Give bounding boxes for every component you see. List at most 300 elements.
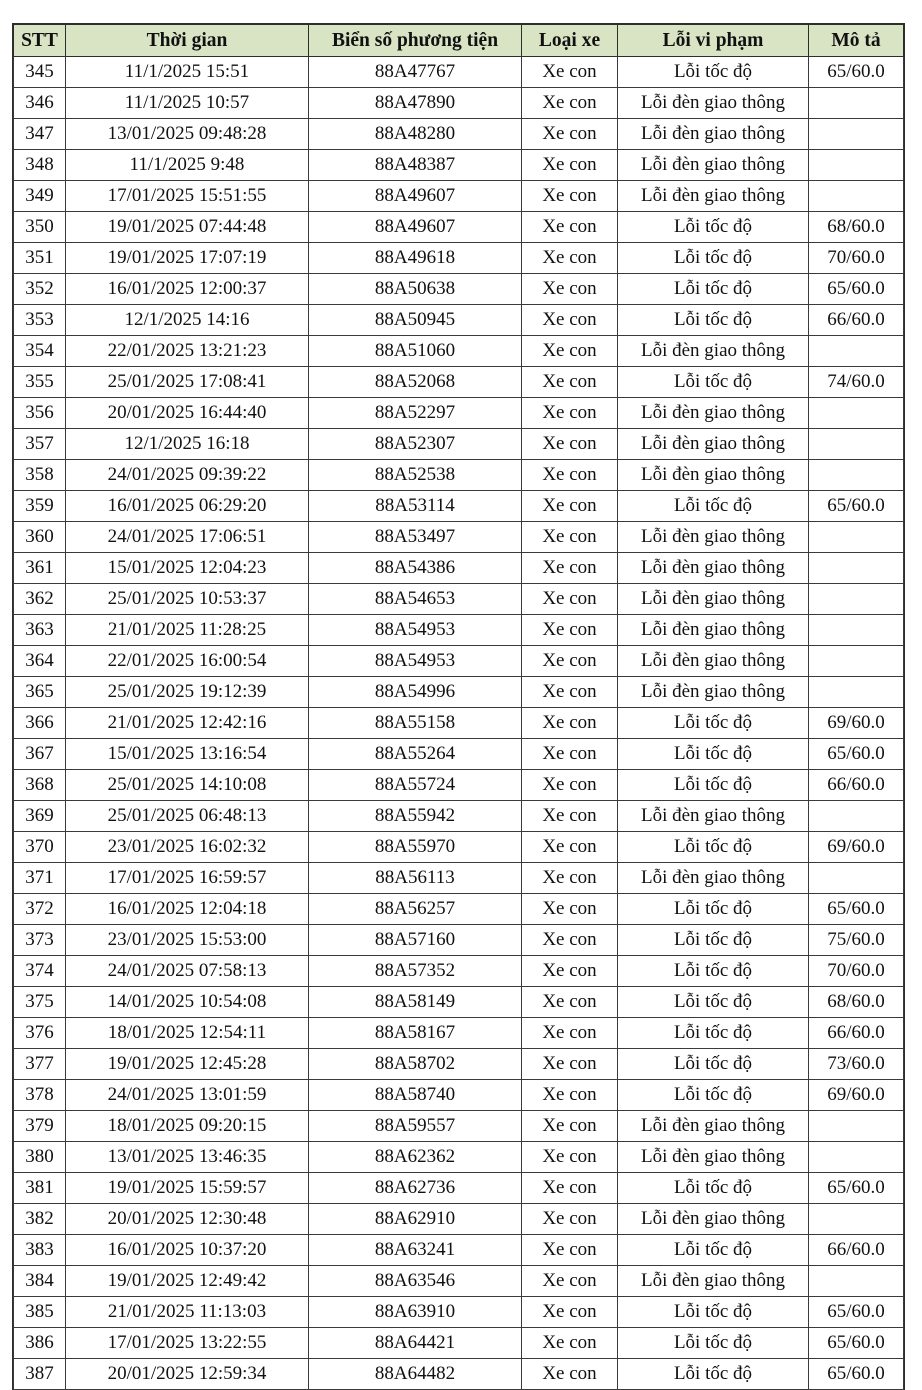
cell-stt: 373 (14, 925, 66, 956)
table-row (14, 274, 904, 305)
cell-viol: Lỗi đèn giao thông (618, 1266, 809, 1297)
cell-viol: Lỗi đèn giao thông (618, 398, 809, 429)
cell-stt: 383 (14, 1235, 66, 1266)
cell-vtype: Xe con (522, 274, 618, 305)
table-row (14, 150, 904, 181)
cell-desc: 65/60.0 (809, 491, 904, 522)
cell-stt: 357 (14, 429, 66, 460)
cell-desc: 65/60.0 (809, 274, 904, 305)
cell-time: 16/01/2025 12:00:37 (66, 274, 309, 305)
cell-desc (809, 615, 904, 646)
cell-plate: 88A57352 (309, 956, 522, 987)
header-row (14, 25, 904, 57)
cell-plate: 88A63910 (309, 1297, 522, 1328)
table-row (14, 1018, 904, 1049)
cell-plate: 88A55970 (309, 832, 522, 863)
table-row (14, 1142, 904, 1173)
cell-time: 19/01/2025 15:59:57 (66, 1173, 309, 1204)
cell-stt: 376 (14, 1018, 66, 1049)
cell-viol: Lỗi đèn giao thông (618, 336, 809, 367)
cell-desc: 75/60.0 (809, 925, 904, 956)
cell-vtype: Xe con (522, 212, 618, 243)
table-row (14, 925, 904, 956)
cell-viol: Lỗi tốc độ (618, 243, 809, 274)
cell-stt: 352 (14, 274, 66, 305)
cell-viol: Lỗi tốc độ (618, 770, 809, 801)
table-row (14, 57, 904, 88)
cell-vtype: Xe con (522, 925, 618, 956)
table-row (14, 1111, 904, 1142)
cell-plate: 88A58167 (309, 1018, 522, 1049)
cell-time: 21/01/2025 11:28:25 (66, 615, 309, 646)
cell-viol: Lỗi tốc độ (618, 832, 809, 863)
cell-stt: 367 (14, 739, 66, 770)
cell-time: 11/1/2025 10:57 (66, 88, 309, 119)
cell-viol: Lỗi tốc độ (618, 1235, 809, 1266)
cell-viol: Lỗi đèn giao thông (618, 615, 809, 646)
cell-desc (809, 1111, 904, 1142)
cell-vtype: Xe con (522, 336, 618, 367)
table-row (14, 181, 904, 212)
cell-vtype: Xe con (522, 367, 618, 398)
column-header-time: Thời gian (66, 25, 309, 57)
cell-plate: 88A53497 (309, 522, 522, 553)
cell-vtype: Xe con (522, 1235, 618, 1266)
table-row (14, 553, 904, 584)
cell-viol: Lỗi tốc độ (618, 1328, 809, 1359)
table-row (14, 801, 904, 832)
table-row (14, 677, 904, 708)
cell-stt: 374 (14, 956, 66, 987)
cell-plate: 88A55942 (309, 801, 522, 832)
cell-time: 14/01/2025 10:54:08 (66, 987, 309, 1018)
cell-viol: Lỗi tốc độ (618, 1173, 809, 1204)
cell-viol: Lỗi đèn giao thông (618, 1111, 809, 1142)
cell-desc: 70/60.0 (809, 956, 904, 987)
violations-table (13, 24, 904, 1390)
cell-time: 11/1/2025 15:51 (66, 57, 309, 88)
cell-viol: Lỗi đèn giao thông (618, 863, 809, 894)
cell-stt: 351 (14, 243, 66, 274)
column-header-vehicle-type: Loại xe (522, 25, 618, 57)
cell-plate: 88A62736 (309, 1173, 522, 1204)
cell-vtype: Xe con (522, 801, 618, 832)
cell-desc: 65/60.0 (809, 1359, 904, 1390)
cell-desc: 66/60.0 (809, 1235, 904, 1266)
cell-desc (809, 150, 904, 181)
cell-plate: 88A63241 (309, 1235, 522, 1266)
cell-time: 17/01/2025 13:22:55 (66, 1328, 309, 1359)
cell-vtype: Xe con (522, 863, 618, 894)
cell-plate: 88A58740 (309, 1080, 522, 1111)
cell-plate: 88A52307 (309, 429, 522, 460)
table-row (14, 739, 904, 770)
table-row (14, 1235, 904, 1266)
cell-time: 16/01/2025 06:29:20 (66, 491, 309, 522)
cell-desc: 73/60.0 (809, 1049, 904, 1080)
cell-vtype: Xe con (522, 1266, 618, 1297)
cell-time: 23/01/2025 16:02:32 (66, 832, 309, 863)
cell-stt: 387 (14, 1359, 66, 1390)
cell-time: 24/01/2025 17:06:51 (66, 522, 309, 553)
cell-viol: Lỗi đèn giao thông (618, 429, 809, 460)
table-row (14, 832, 904, 863)
cell-vtype: Xe con (522, 1359, 618, 1390)
cell-stt: 368 (14, 770, 66, 801)
cell-desc (809, 181, 904, 212)
cell-viol: Lỗi đèn giao thông (618, 460, 809, 491)
cell-vtype: Xe con (522, 88, 618, 119)
cell-desc (809, 460, 904, 491)
cell-viol: Lỗi đèn giao thông (618, 646, 809, 677)
table-row (14, 88, 904, 119)
cell-plate: 88A52297 (309, 398, 522, 429)
cell-desc: 65/60.0 (809, 1328, 904, 1359)
cell-time: 13/01/2025 13:46:35 (66, 1142, 309, 1173)
cell-vtype: Xe con (522, 677, 618, 708)
table-row (14, 1049, 904, 1080)
cell-plate: 88A54996 (309, 677, 522, 708)
cell-desc: 65/60.0 (809, 894, 904, 925)
cell-stt: 385 (14, 1297, 66, 1328)
cell-plate: 88A56257 (309, 894, 522, 925)
table-row (14, 956, 904, 987)
cell-plate: 88A62910 (309, 1204, 522, 1235)
cell-stt: 369 (14, 801, 66, 832)
cell-viol: Lỗi tốc độ (618, 739, 809, 770)
cell-time: 23/01/2025 15:53:00 (66, 925, 309, 956)
cell-time: 12/1/2025 16:18 (66, 429, 309, 460)
cell-viol: Lỗi đèn giao thông (618, 88, 809, 119)
cell-viol: Lỗi đèn giao thông (618, 1142, 809, 1173)
cell-plate: 88A49618 (309, 243, 522, 274)
cell-desc (809, 863, 904, 894)
cell-time: 18/01/2025 12:54:11 (66, 1018, 309, 1049)
table-row (14, 615, 904, 646)
cell-vtype: Xe con (522, 770, 618, 801)
cell-plate: 88A50945 (309, 305, 522, 336)
cell-plate: 88A49607 (309, 212, 522, 243)
cell-viol: Lỗi đèn giao thông (618, 119, 809, 150)
table-row (14, 398, 904, 429)
table-row (14, 367, 904, 398)
cell-time: 19/01/2025 12:45:28 (66, 1049, 309, 1080)
cell-vtype: Xe con (522, 491, 618, 522)
cell-desc: 70/60.0 (809, 243, 904, 274)
cell-time: 20/01/2025 12:30:48 (66, 1204, 309, 1235)
cell-desc (809, 522, 904, 553)
cell-viol: Lỗi tốc độ (618, 1359, 809, 1390)
cell-desc: 69/60.0 (809, 1080, 904, 1111)
cell-viol: Lỗi tốc độ (618, 57, 809, 88)
cell-desc: 65/60.0 (809, 57, 904, 88)
cell-viol: Lỗi tốc độ (618, 212, 809, 243)
cell-desc (809, 119, 904, 150)
cell-stt: 372 (14, 894, 66, 925)
cell-viol: Lỗi đèn giao thông (618, 584, 809, 615)
cell-plate: 88A63546 (309, 1266, 522, 1297)
cell-stt: 361 (14, 553, 66, 584)
cell-plate: 88A54953 (309, 646, 522, 677)
cell-viol: Lỗi tốc độ (618, 491, 809, 522)
cell-time: 25/01/2025 10:53:37 (66, 584, 309, 615)
cell-vtype: Xe con (522, 150, 618, 181)
cell-plate: 88A57160 (309, 925, 522, 956)
cell-vtype: Xe con (522, 832, 618, 863)
cell-desc: 74/60.0 (809, 367, 904, 398)
cell-stt: 348 (14, 150, 66, 181)
cell-vtype: Xe con (522, 522, 618, 553)
cell-time: 15/01/2025 12:04:23 (66, 553, 309, 584)
cell-viol: Lỗi đèn giao thông (618, 181, 809, 212)
cell-time: 19/01/2025 07:44:48 (66, 212, 309, 243)
cell-stt: 347 (14, 119, 66, 150)
cell-viol: Lỗi đèn giao thông (618, 677, 809, 708)
table-row (14, 522, 904, 553)
cell-viol: Lỗi đèn giao thông (618, 553, 809, 584)
cell-stt: 356 (14, 398, 66, 429)
cell-time: 21/01/2025 11:13:03 (66, 1297, 309, 1328)
cell-viol: Lỗi đèn giao thông (618, 150, 809, 181)
cell-stt: 354 (14, 336, 66, 367)
cell-plate: 88A55158 (309, 708, 522, 739)
cell-stt: 346 (14, 88, 66, 119)
cell-desc: 68/60.0 (809, 212, 904, 243)
cell-stt: 381 (14, 1173, 66, 1204)
cell-stt: 355 (14, 367, 66, 398)
cell-desc (809, 398, 904, 429)
cell-vtype: Xe con (522, 739, 618, 770)
cell-plate: 88A64482 (309, 1359, 522, 1390)
cell-plate: 88A55264 (309, 739, 522, 770)
cell-time: 25/01/2025 14:10:08 (66, 770, 309, 801)
cell-vtype: Xe con (522, 615, 618, 646)
cell-plate: 88A47890 (309, 88, 522, 119)
cell-stt: 375 (14, 987, 66, 1018)
cell-desc: 66/60.0 (809, 305, 904, 336)
table-header (14, 25, 904, 57)
column-header-description: Mô tả (809, 25, 904, 57)
table-row (14, 305, 904, 336)
cell-vtype: Xe con (522, 1297, 618, 1328)
cell-time: 25/01/2025 06:48:13 (66, 801, 309, 832)
cell-desc (809, 801, 904, 832)
cell-viol: Lỗi tốc độ (618, 708, 809, 739)
cell-time: 20/01/2025 16:44:40 (66, 398, 309, 429)
table-row (14, 863, 904, 894)
cell-time: 11/1/2025 9:48 (66, 150, 309, 181)
cell-stt: 378 (14, 1080, 66, 1111)
cell-viol: Lỗi đèn giao thông (618, 1204, 809, 1235)
cell-vtype: Xe con (522, 1049, 618, 1080)
cell-plate: 88A53114 (309, 491, 522, 522)
cell-stt: 371 (14, 863, 66, 894)
cell-viol: Lỗi tốc độ (618, 1297, 809, 1328)
cell-viol: Lỗi tốc độ (618, 1049, 809, 1080)
cell-plate: 88A54953 (309, 615, 522, 646)
cell-stt: 363 (14, 615, 66, 646)
cell-stt: 384 (14, 1266, 66, 1297)
table-row (14, 336, 904, 367)
cell-time: 24/01/2025 07:58:13 (66, 956, 309, 987)
cell-time: 25/01/2025 19:12:39 (66, 677, 309, 708)
cell-viol: Lỗi tốc độ (618, 987, 809, 1018)
cell-time: 24/01/2025 13:01:59 (66, 1080, 309, 1111)
cell-desc: 65/60.0 (809, 1297, 904, 1328)
cell-desc: 69/60.0 (809, 708, 904, 739)
cell-plate: 88A47767 (309, 57, 522, 88)
cell-vtype: Xe con (522, 1018, 618, 1049)
cell-time: 19/01/2025 12:49:42 (66, 1266, 309, 1297)
table-row (14, 429, 904, 460)
cell-stt: 350 (14, 212, 66, 243)
cell-time: 15/01/2025 13:16:54 (66, 739, 309, 770)
cell-desc: 65/60.0 (809, 739, 904, 770)
column-header-plate: Biển số phương tiện (309, 25, 522, 57)
cell-plate: 88A52538 (309, 460, 522, 491)
cell-viol: Lỗi tốc độ (618, 305, 809, 336)
cell-vtype: Xe con (522, 956, 618, 987)
cell-viol: Lỗi tốc độ (618, 274, 809, 305)
cell-desc (809, 1204, 904, 1235)
cell-stt: 345 (14, 57, 66, 88)
table-row (14, 119, 904, 150)
cell-plate: 88A64421 (309, 1328, 522, 1359)
cell-plate: 88A59557 (309, 1111, 522, 1142)
cell-stt: 365 (14, 677, 66, 708)
table-row (14, 1204, 904, 1235)
cell-time: 19/01/2025 17:07:19 (66, 243, 309, 274)
table-row (14, 1173, 904, 1204)
cell-desc (809, 646, 904, 677)
cell-vtype: Xe con (522, 1204, 618, 1235)
cell-viol: Lỗi tốc độ (618, 1018, 809, 1049)
table-row (14, 987, 904, 1018)
cell-plate: 88A55724 (309, 770, 522, 801)
cell-vtype: Xe con (522, 894, 618, 925)
cell-vtype: Xe con (522, 553, 618, 584)
table-row (14, 243, 904, 274)
table-row (14, 1359, 904, 1390)
cell-stt: 359 (14, 491, 66, 522)
cell-plate: 88A49607 (309, 181, 522, 212)
cell-viol: Lỗi tốc độ (618, 894, 809, 925)
cell-vtype: Xe con (522, 460, 618, 491)
cell-desc (809, 88, 904, 119)
cell-desc (809, 553, 904, 584)
cell-time: 16/01/2025 10:37:20 (66, 1235, 309, 1266)
cell-desc (809, 429, 904, 460)
cell-stt: 362 (14, 584, 66, 615)
violations-sheet (13, 24, 903, 1390)
cell-vtype: Xe con (522, 1111, 618, 1142)
cell-vtype: Xe con (522, 398, 618, 429)
cell-stt: 382 (14, 1204, 66, 1235)
cell-plate: 88A62362 (309, 1142, 522, 1173)
cell-stt: 360 (14, 522, 66, 553)
cell-vtype: Xe con (522, 987, 618, 1018)
cell-viol: Lỗi tốc độ (618, 925, 809, 956)
cell-stt: 370 (14, 832, 66, 863)
cell-time: 17/01/2025 16:59:57 (66, 863, 309, 894)
cell-time: 17/01/2025 15:51:55 (66, 181, 309, 212)
cell-plate: 88A48280 (309, 119, 522, 150)
cell-time: 21/01/2025 12:42:16 (66, 708, 309, 739)
cell-time: 18/01/2025 09:20:15 (66, 1111, 309, 1142)
cell-plate: 88A54653 (309, 584, 522, 615)
cell-vtype: Xe con (522, 1080, 618, 1111)
cell-vtype: Xe con (522, 1142, 618, 1173)
cell-viol: Lỗi đèn giao thông (618, 801, 809, 832)
cell-desc: 65/60.0 (809, 1173, 904, 1204)
table-row (14, 770, 904, 801)
cell-vtype: Xe con (522, 646, 618, 677)
table-row (14, 1328, 904, 1359)
cell-time: 13/01/2025 09:48:28 (66, 119, 309, 150)
cell-desc: 68/60.0 (809, 987, 904, 1018)
cell-stt: 358 (14, 460, 66, 491)
cell-vtype: Xe con (522, 119, 618, 150)
cell-vtype: Xe con (522, 243, 618, 274)
table-row (14, 460, 904, 491)
cell-viol: Lỗi tốc độ (618, 956, 809, 987)
cell-desc (809, 677, 904, 708)
cell-stt: 364 (14, 646, 66, 677)
table-row (14, 1297, 904, 1328)
cell-time: 12/1/2025 14:16 (66, 305, 309, 336)
cell-stt: 349 (14, 181, 66, 212)
cell-plate: 88A54386 (309, 553, 522, 584)
cell-desc: 66/60.0 (809, 770, 904, 801)
cell-time: 16/01/2025 12:04:18 (66, 894, 309, 925)
table-row (14, 212, 904, 243)
cell-vtype: Xe con (522, 429, 618, 460)
cell-stt: 377 (14, 1049, 66, 1080)
table-row (14, 708, 904, 739)
cell-time: 25/01/2025 17:08:41 (66, 367, 309, 398)
cell-desc: 66/60.0 (809, 1018, 904, 1049)
cell-vtype: Xe con (522, 181, 618, 212)
cell-time: 20/01/2025 12:59:34 (66, 1359, 309, 1390)
cell-vtype: Xe con (522, 584, 618, 615)
cell-vtype: Xe con (522, 1328, 618, 1359)
cell-plate: 88A58149 (309, 987, 522, 1018)
table-row (14, 894, 904, 925)
column-header-violation: Lỗi vi phạm (618, 25, 809, 57)
cell-desc: 69/60.0 (809, 832, 904, 863)
cell-stt: 366 (14, 708, 66, 739)
cell-vtype: Xe con (522, 708, 618, 739)
table-row (14, 584, 904, 615)
cell-vtype: Xe con (522, 1173, 618, 1204)
cell-viol: Lỗi tốc độ (618, 367, 809, 398)
cell-vtype: Xe con (522, 305, 618, 336)
cell-stt: 386 (14, 1328, 66, 1359)
cell-viol: Lỗi tốc độ (618, 1080, 809, 1111)
cell-plate: 88A58702 (309, 1049, 522, 1080)
table-row (14, 491, 904, 522)
cell-stt: 353 (14, 305, 66, 336)
cell-desc (809, 1142, 904, 1173)
cell-stt: 379 (14, 1111, 66, 1142)
cell-desc (809, 584, 904, 615)
cell-plate: 88A52068 (309, 367, 522, 398)
cell-plate: 88A48387 (309, 150, 522, 181)
cell-plate: 88A51060 (309, 336, 522, 367)
cell-time: 22/01/2025 16:00:54 (66, 646, 309, 677)
cell-plate: 88A56113 (309, 863, 522, 894)
column-header-stt: STT (14, 25, 66, 57)
